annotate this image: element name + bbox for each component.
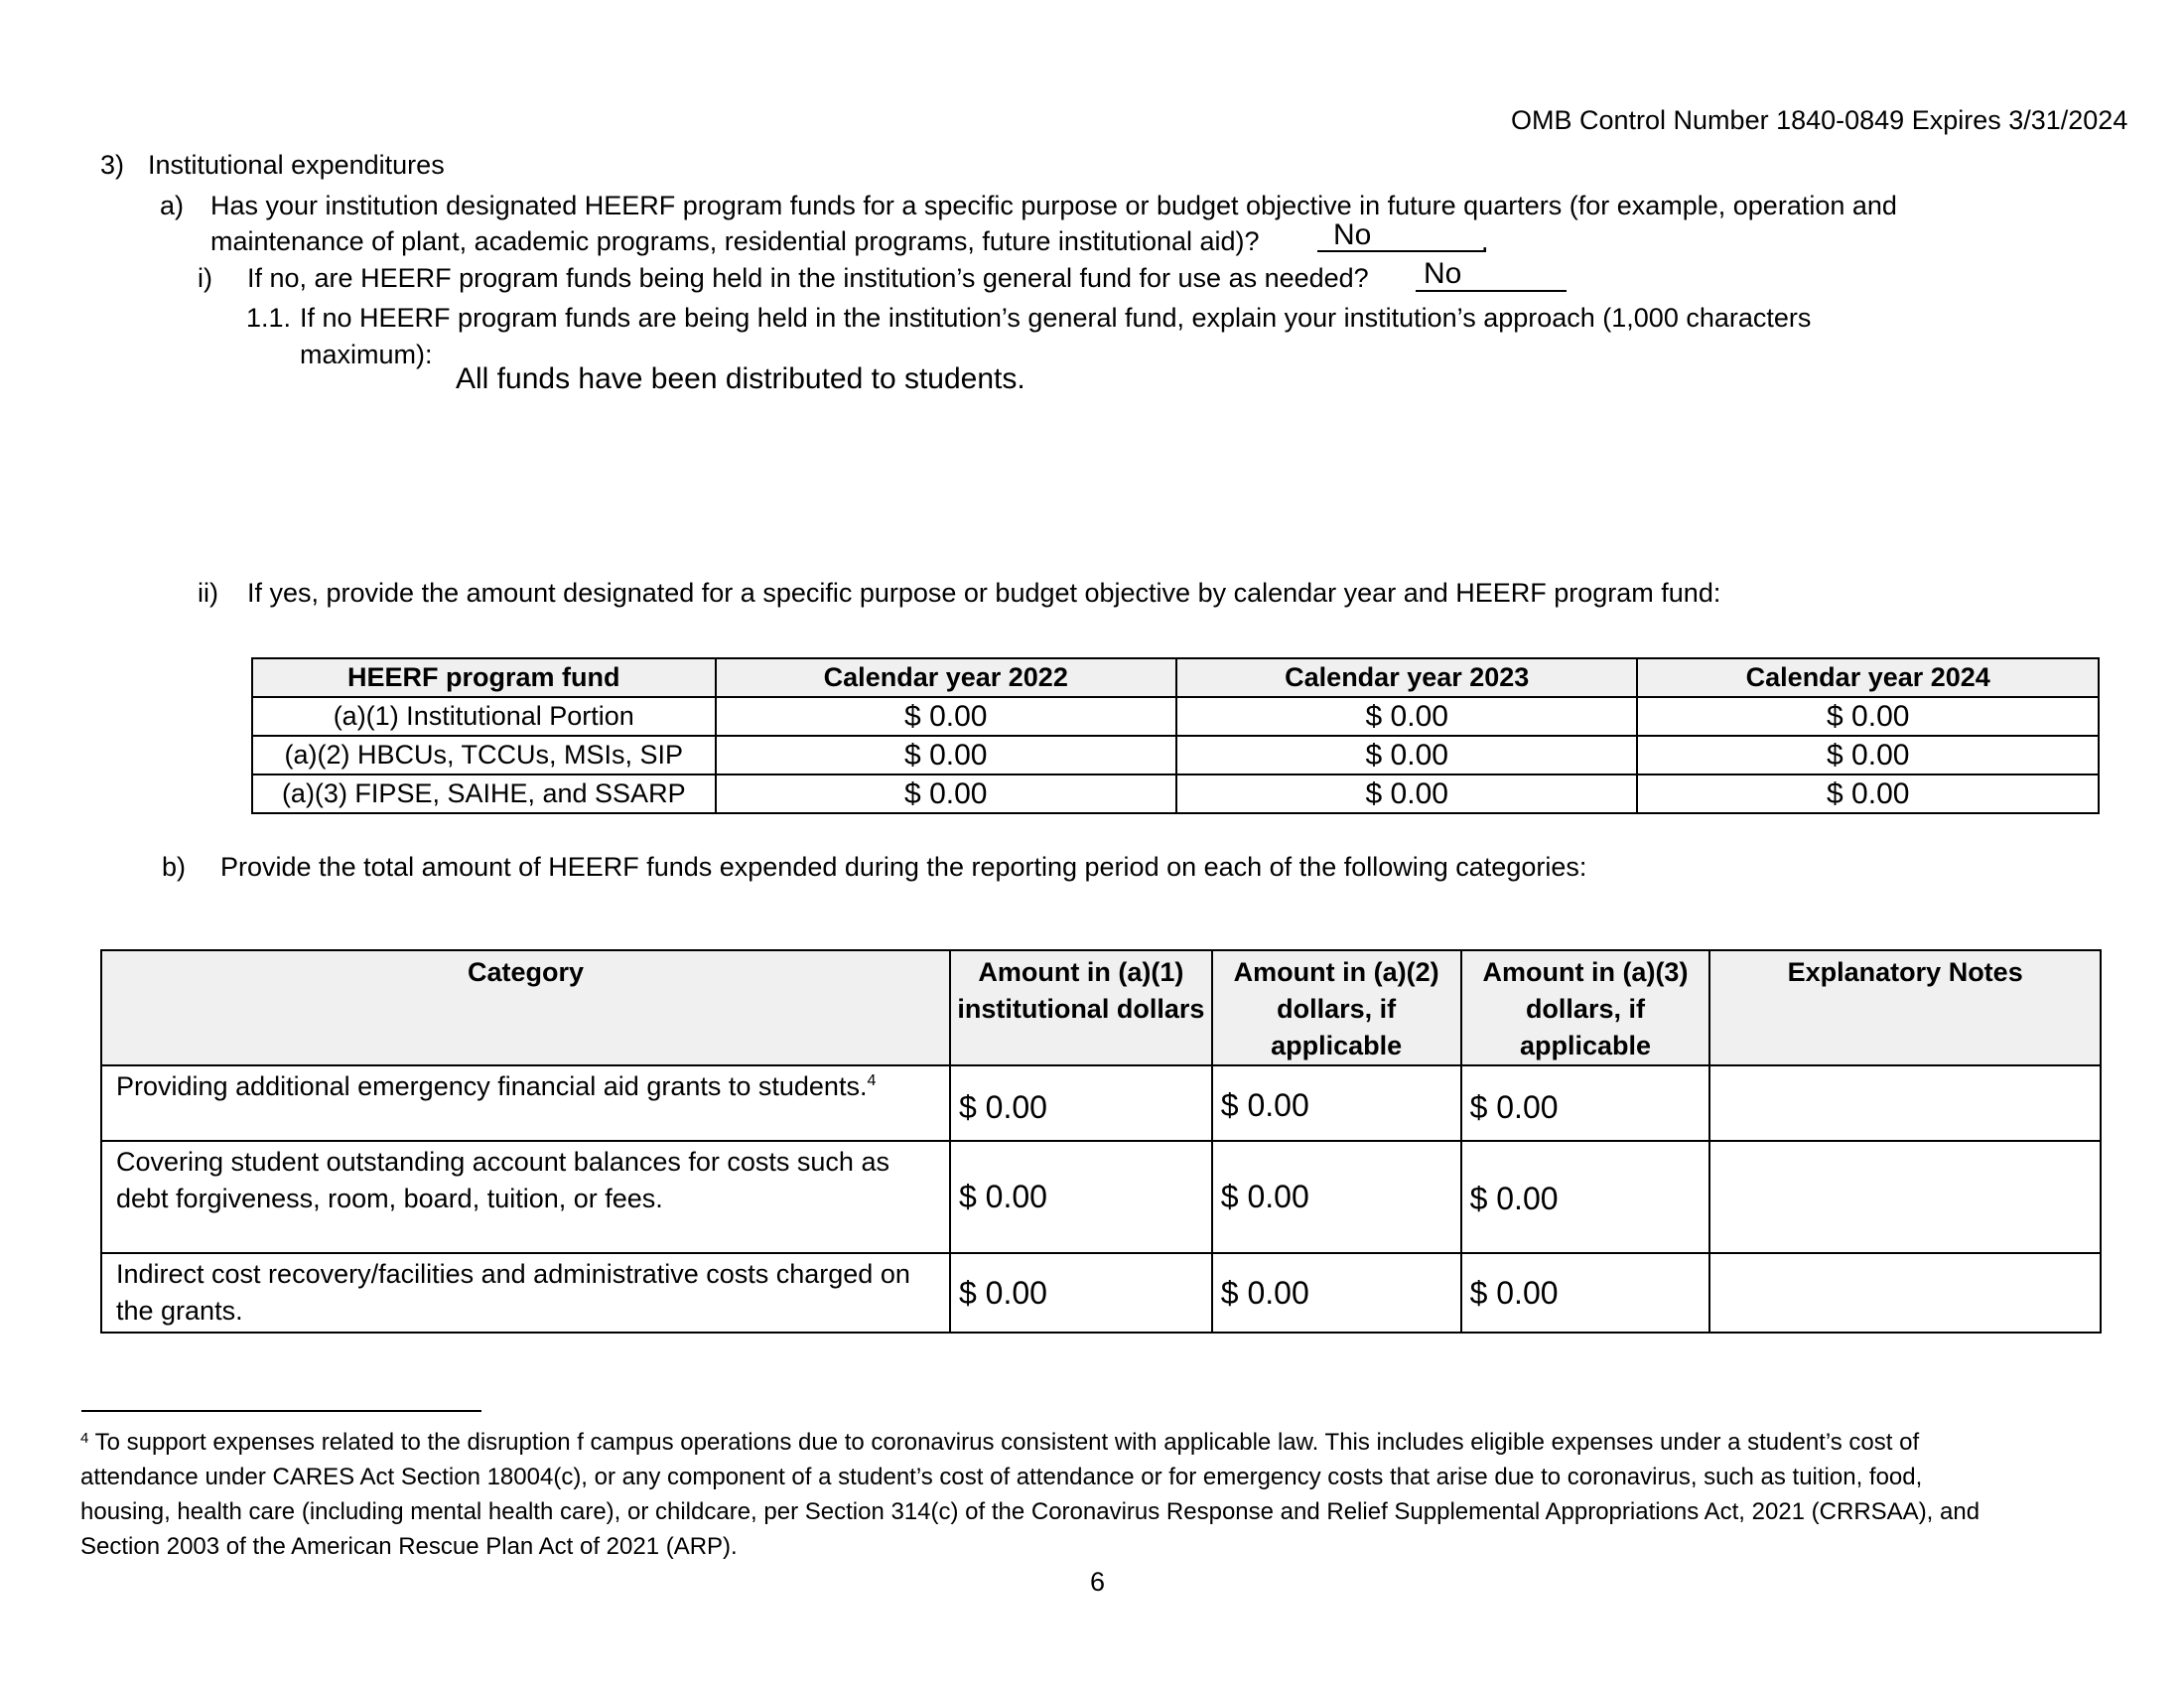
explanatory-notes-field[interactable] [1709, 1065, 2101, 1141]
amount-a2-value: $ 0.00 [1220, 1274, 1309, 1311]
amount-a1-field[interactable] [950, 1141, 1212, 1253]
col-explanatory-notes-label: Explanatory Notes [1787, 957, 2023, 987]
table-row [252, 736, 2099, 774]
amount-a2-field[interactable] [1212, 1065, 1461, 1141]
amount-a3-value: $ 0.00 [1469, 1274, 1559, 1311]
amount-a1-field[interactable] [950, 1065, 1212, 1141]
amount-a1-value: $ 0.00 [958, 1179, 1047, 1214]
col-amount-a2-line2: dollars, if [1277, 994, 1397, 1024]
col-explanatory-notes [1709, 950, 2101, 1065]
amount-a1-field[interactable] [950, 1253, 1212, 1333]
amount-a2-value: $ 0.00 [1220, 1179, 1309, 1214]
amount-a2-field[interactable] [1212, 1253, 1461, 1333]
col-category [101, 950, 950, 1065]
amount-a2-field[interactable] [1212, 1141, 1461, 1253]
amount-2023-field[interactable]: $ 0.00 [1176, 736, 1637, 774]
col-heerf-program-fund: HEERF program fund [252, 658, 716, 697]
question-a-line2: maintenance of plant, academic programs, residential programs, future institutional aid)? [210, 226, 1260, 256]
fund-name: (a)(2) HBCUs, TCCUs, MSIs, SIP [252, 736, 716, 774]
footnote-number: 4 [80, 1430, 89, 1447]
question-1-1-line2: maximum): [300, 340, 433, 369]
col-category-label: Category [467, 957, 584, 987]
category-text: Indirect cost recovery/facilities and administrative costs charged on the grants. [116, 1259, 910, 1326]
question-i-marker: i) [198, 263, 212, 293]
category-cell [101, 1065, 950, 1141]
amount-a3-field[interactable] [1461, 1253, 1710, 1333]
question-ii-marker: ii) [198, 578, 218, 608]
footnote-separator [81, 1410, 481, 1412]
page-number: 6 [1090, 1567, 1106, 1597]
table-header-row [252, 658, 2099, 697]
amount-2022-field[interactable]: $ 0.00 [716, 774, 1176, 813]
table-row [252, 697, 2099, 736]
footnote-line2: attendance under CARES Act Section 18004(c), or any component of a student’s cost of attendance or for emergency costs that arise due to coronavirus, such as tuition, food, [80, 1464, 1923, 1490]
fund-name: (a)(3) FIPSE, SAIHE, and SSARP [252, 774, 716, 813]
col-amount-a2-line1: Amount in (a)(2) [1233, 957, 1439, 987]
question-i-text: If no, are HEERF program funds being held in the institution’s general fund for use as needed? [247, 263, 1369, 293]
footnote-line1: To support expenses related to the disruption f campus operations due to coronavirus consistent with applicable law. This includes eligible expenses under a student’s cost of [94, 1429, 1920, 1456]
amount-2022-field[interactable]: $ 0.00 [716, 697, 1176, 736]
col-amount-a3-line3: applicable [1519, 1031, 1651, 1060]
approach-explanation-field[interactable]: All funds have been distributed to students. [456, 362, 1025, 395]
section-number: 3) [100, 150, 125, 180]
table-row [101, 1141, 2101, 1253]
question-ii-text: If yes, provide the amount designated for a specific purpose or budget objective by calendar year and HEERF program fund: [247, 578, 1721, 608]
answer-a-field[interactable]: No [1333, 218, 1372, 251]
amount-2022-field[interactable]: $ 0.00 [716, 736, 1176, 774]
col-calendar-year-2024: Calendar year 2024 [1637, 658, 2099, 697]
category-cell [101, 1141, 950, 1253]
category-text: Covering student outstanding account balances for costs such as debt forgiveness, room, board, tuition, or fees. [116, 1147, 889, 1213]
table-row [101, 1065, 2101, 1141]
explanatory-notes-field[interactable] [1709, 1253, 2101, 1333]
fund-name: (a)(1) Institutional Portion [252, 697, 716, 736]
col-amount-a1-line2: institutional dollars [957, 994, 1205, 1024]
table-header-row [101, 950, 2101, 1065]
col-amount-a1-line1: Amount in (a)(1) [978, 957, 1184, 987]
col-calendar-year-2023: Calendar year 2023 [1176, 658, 1637, 697]
amount-2024-field[interactable]: $ 0.00 [1637, 697, 2099, 736]
question-b-text: Provide the total amount of HEERF funds expended during the reporting period on each of the following categories: [220, 852, 1587, 882]
question-b-marker: b) [162, 852, 187, 882]
explanatory-notes-field[interactable] [1709, 1141, 2101, 1253]
amount-2024-field[interactable]: $ 0.00 [1637, 736, 2099, 774]
question-a-marker: a) [160, 191, 185, 220]
question-1-1-line1: If no HEERF program funds are being held in the institution’s general fund, explain your institution’s approach (1,000 characters [300, 303, 1812, 333]
section-title: Institutional expenditures [148, 150, 445, 180]
col-amount-a2-line3: applicable [1271, 1031, 1403, 1060]
category-text: Providing additional emergency financial aid grants to students. [116, 1071, 868, 1101]
amount-a3-value: $ 0.00 [1469, 1088, 1559, 1125]
amount-2023-field[interactable]: $ 0.00 [1176, 774, 1637, 813]
col-amount-a3-line2: dollars, if [1525, 994, 1645, 1024]
question-a-line1: Has your institution designated HEERF program funds for a specific purpose or budget objective in future quarters (for example, operation and [210, 191, 1897, 220]
omb-control-number: OMB Control Number 1840-0849 Expires 3/31/2024 [1511, 105, 2128, 135]
designated-funds-table [251, 657, 2100, 814]
amount-a1-value: $ 0.00 [958, 1274, 1047, 1311]
answer-i-field[interactable]: No [1424, 257, 1462, 290]
col-amount-a1 [950, 950, 1212, 1065]
table-row [252, 774, 2099, 813]
amount-a3-field[interactable] [1461, 1141, 1710, 1253]
amount-a3-value: $ 0.00 [1469, 1181, 1559, 1216]
amount-a2-value: $ 0.00 [1220, 1086, 1309, 1123]
expenditures-table [100, 949, 2102, 1334]
col-calendar-year-2022: Calendar year 2022 [716, 658, 1176, 697]
footnote-ref[interactable]: 4 [867, 1072, 877, 1089]
amount-a1-value: $ 0.00 [958, 1088, 1047, 1125]
footnote [80, 1425, 1979, 1564]
answer-a-period: . [1481, 226, 1489, 256]
category-cell [101, 1253, 950, 1333]
amount-2023-field[interactable]: $ 0.00 [1176, 697, 1637, 736]
col-amount-a2 [1212, 950, 1461, 1065]
table-row [101, 1253, 2101, 1333]
footnote-line3: housing, health care (including mental health care), or childcare, per Section 314(c) of the Coronavirus Response and Relief Supplemental Appropriations Act, 2021 (CRRSAA), and [80, 1498, 1980, 1525]
amount-a3-field[interactable] [1461, 1065, 1710, 1141]
question-1-1-marker: 1.1. [246, 303, 292, 333]
footnote-line4: Section 2003 of the American Rescue Plan Act of 2021 (ARP). [80, 1533, 738, 1560]
amount-2024-field[interactable]: $ 0.00 [1637, 774, 2099, 813]
col-amount-a3 [1461, 950, 1710, 1065]
col-amount-a3-line1: Amount in (a)(3) [1482, 957, 1689, 987]
